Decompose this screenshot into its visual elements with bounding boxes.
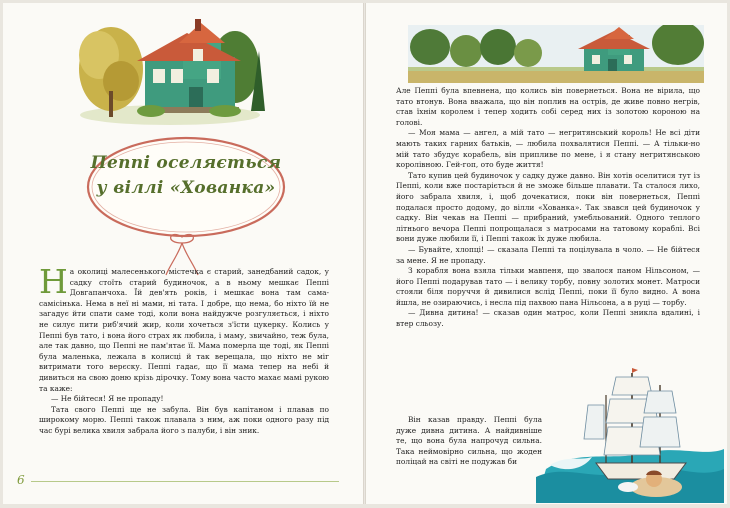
left-page bbox=[3, 3, 363, 504]
left-page-text bbox=[39, 262, 329, 437]
right-page bbox=[366, 3, 727, 504]
chapter-title bbox=[85, 151, 287, 201]
paragraph: а околиці малесенького містечка є старий, занедбаний садок, у садку стоїть старий будиночок, а в ньому мешкає Пеппі Довгапанчоха. Їй дев'ять років, і мешкає вона там сама-самісінька. Нема в неї ні мами, ні тата. І добре, що нема, бо ніхто їй не загадує йти спати саме тоді, коли вона найдужче розгуляється, і ніхто не силує пити риб'ячий жир, коли хочеться з'їсти цукерку. Колись у Пеппі був тато, і вона його страх як любила, і маму, звичайно, теж була, але так давно, що Пеппі не пам'ятає її. Мама померла ще тоді, як Пеппі була маленька, лежала в колисці й так верещала, що ніхто не міг витримати того верєску. Пеппі гадає, що її мама тепер на небі й дивиться на свою доню крізь дірочку. Тому вона часто махає мамі рукою та каже: bbox=[39, 267, 329, 393]
paragraph: — Дивна дитина! — сказав один матрос, коли Пеппі зникла вдалині, і втер сльозу. bbox=[396, 308, 700, 329]
page-number: 6 bbox=[17, 473, 25, 487]
right-page-text bbox=[396, 86, 700, 330]
paragraph: — Бувайте, хлопці! — сказала Пеппі та поцілувала в чоло. — Не бійтеся за мене. Я не пропаду. bbox=[396, 244, 700, 265]
paragraph: З корабля вона взяла тільки мавпеня, що звалося паном Нільсоном, — його Пеппі подарував тато — і велику торбу, повну золотих монет. Матроси стояли біля поруччя й дивилися вслід Пеппі, поки її було видно. А вона йшла, не озираючись, і несла під пахвою пана Нільсона, а в руці — торбу. bbox=[396, 266, 700, 307]
paragraph: Тато купив цей будиночок у садку дуже давно. Він хотів оселитися тут із Пеппі, коли вже постаріється й не зможе більше плавати. Та сталося лихо, його забрала хвиля, і, щоб дочекатися, поки він повернеться, Пеппі подалася просто додому, до вілли «Хованка». Так звався цей будиночок у садку. Він чекав на Пеппі — прибраний, умебльований. Одного теплого літнього вечора Пеппі попрощалася з матросами на татовому кораблі. Всі вони дуже любили її, і Пеппі також їх дуже любила. bbox=[396, 170, 700, 244]
paragraph: Тата свого Пеппі ще не забула. Він був капітаном і плавав по широкому морю. Пеппі також плавала з ним, аж поки одного разу під час бурі велика хвиля забрала його з палуби, і він зник. bbox=[39, 404, 329, 435]
paragraph: — Не бійтеся! Я не пропаду! bbox=[51, 394, 164, 404]
landscape-illustration bbox=[408, 25, 704, 83]
paragraph: Він казав правду. Пеппі була дуже дивна дитина. А найдивніше те, що вона була напрочуд сильна. Така неймовірно сильна, що жоден поліцай на світі не подужав би bbox=[396, 415, 542, 467]
drop-cap: Н bbox=[39, 262, 68, 301]
ship-illustration bbox=[536, 365, 724, 503]
footer-rule bbox=[31, 481, 339, 482]
paragraph: Але Пеппі була впевнена, що колись він повернеться. Вона не вірила, що тато втонув. Вона вважала, що він поплив на острів, де живе повно негрів, став їхнім королем і тепер ходить собі серед них із золотою короною на голові. bbox=[396, 86, 700, 127]
right-page-text-narrow bbox=[396, 415, 542, 468]
paragraph: — Моя мама — ангел, а мій тато — негритянський король! Не всі діти мають таких гарних батьків, — любила похвалятися Пеппі. — А тільки-но мій тато збудує корабель, він припливе по мене, і я стану негритянською королівною. Гей-гоп, ото буде життя! bbox=[396, 128, 700, 170]
chapter-title-line-2: у віллі «Хованка» bbox=[96, 178, 276, 198]
chapter-title-line-1: Пеппі оселяється bbox=[90, 153, 282, 173]
villa-illustration bbox=[75, 11, 265, 126]
